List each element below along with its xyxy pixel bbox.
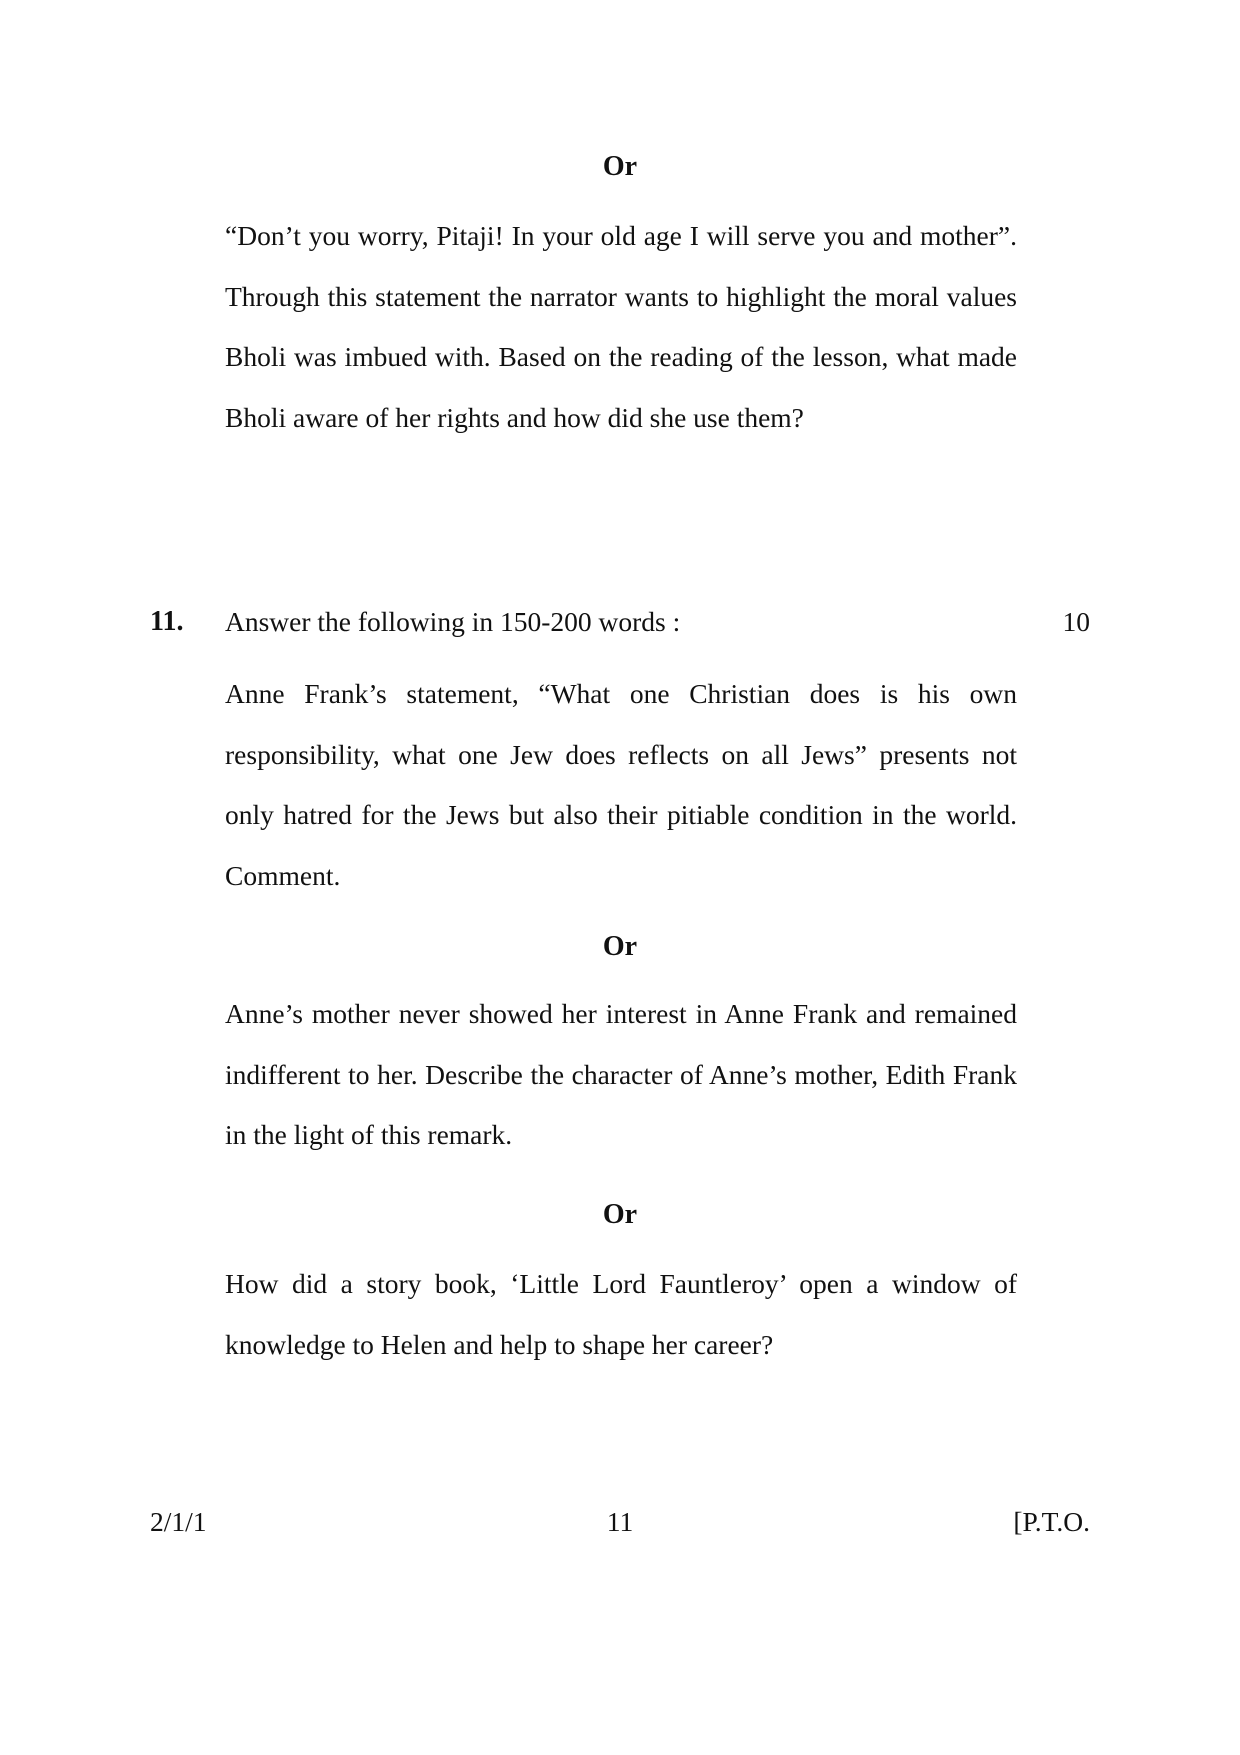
- or-separator: Or: [602, 1199, 638, 1230]
- please-turn-over: [P.T.O.: [1013, 1506, 1090, 1537]
- question-marks: 10: [1062, 606, 1090, 637]
- question-11-option-2: Anne’s mother never showed her interest in Anne Frank and remained indifferent to her. Describe the character of Anne’s mother, Edith Frank in the light of this remark.: [225, 998, 1017, 1150]
- question-11-option-1: Anne Frank’s statement, “What one Christian does is his own responsibility, what one Jew does reflects on all Jews” presents not only hatred for the Jews but also their pitiable condition in the world. Comment.: [225, 678, 1017, 891]
- question-number: 11.: [150, 606, 184, 637]
- or-separator: Or: [602, 931, 638, 962]
- or-separator: Or: [602, 151, 638, 182]
- question-10-alternative-text: “Don’t you worry, Pitaji! In your old age I will serve you and mother”. Through this statement the narrator wants to highlight the moral values Bholi was imbued with. Based on the reading of the lesson, what made Bholi aware of her rights and how did she use them?: [225, 220, 1017, 433]
- question-11-option-3: How did a story book, ‘Little Lord Fauntleroy’ open a window of knowledge to Helen and help to shape her career?: [225, 1268, 1017, 1360]
- paper-code: 2/1/1: [150, 1506, 207, 1537]
- question-prompt: Answer the following in 150-200 words :: [225, 606, 681, 637]
- page-number: 11: [606, 1506, 634, 1537]
